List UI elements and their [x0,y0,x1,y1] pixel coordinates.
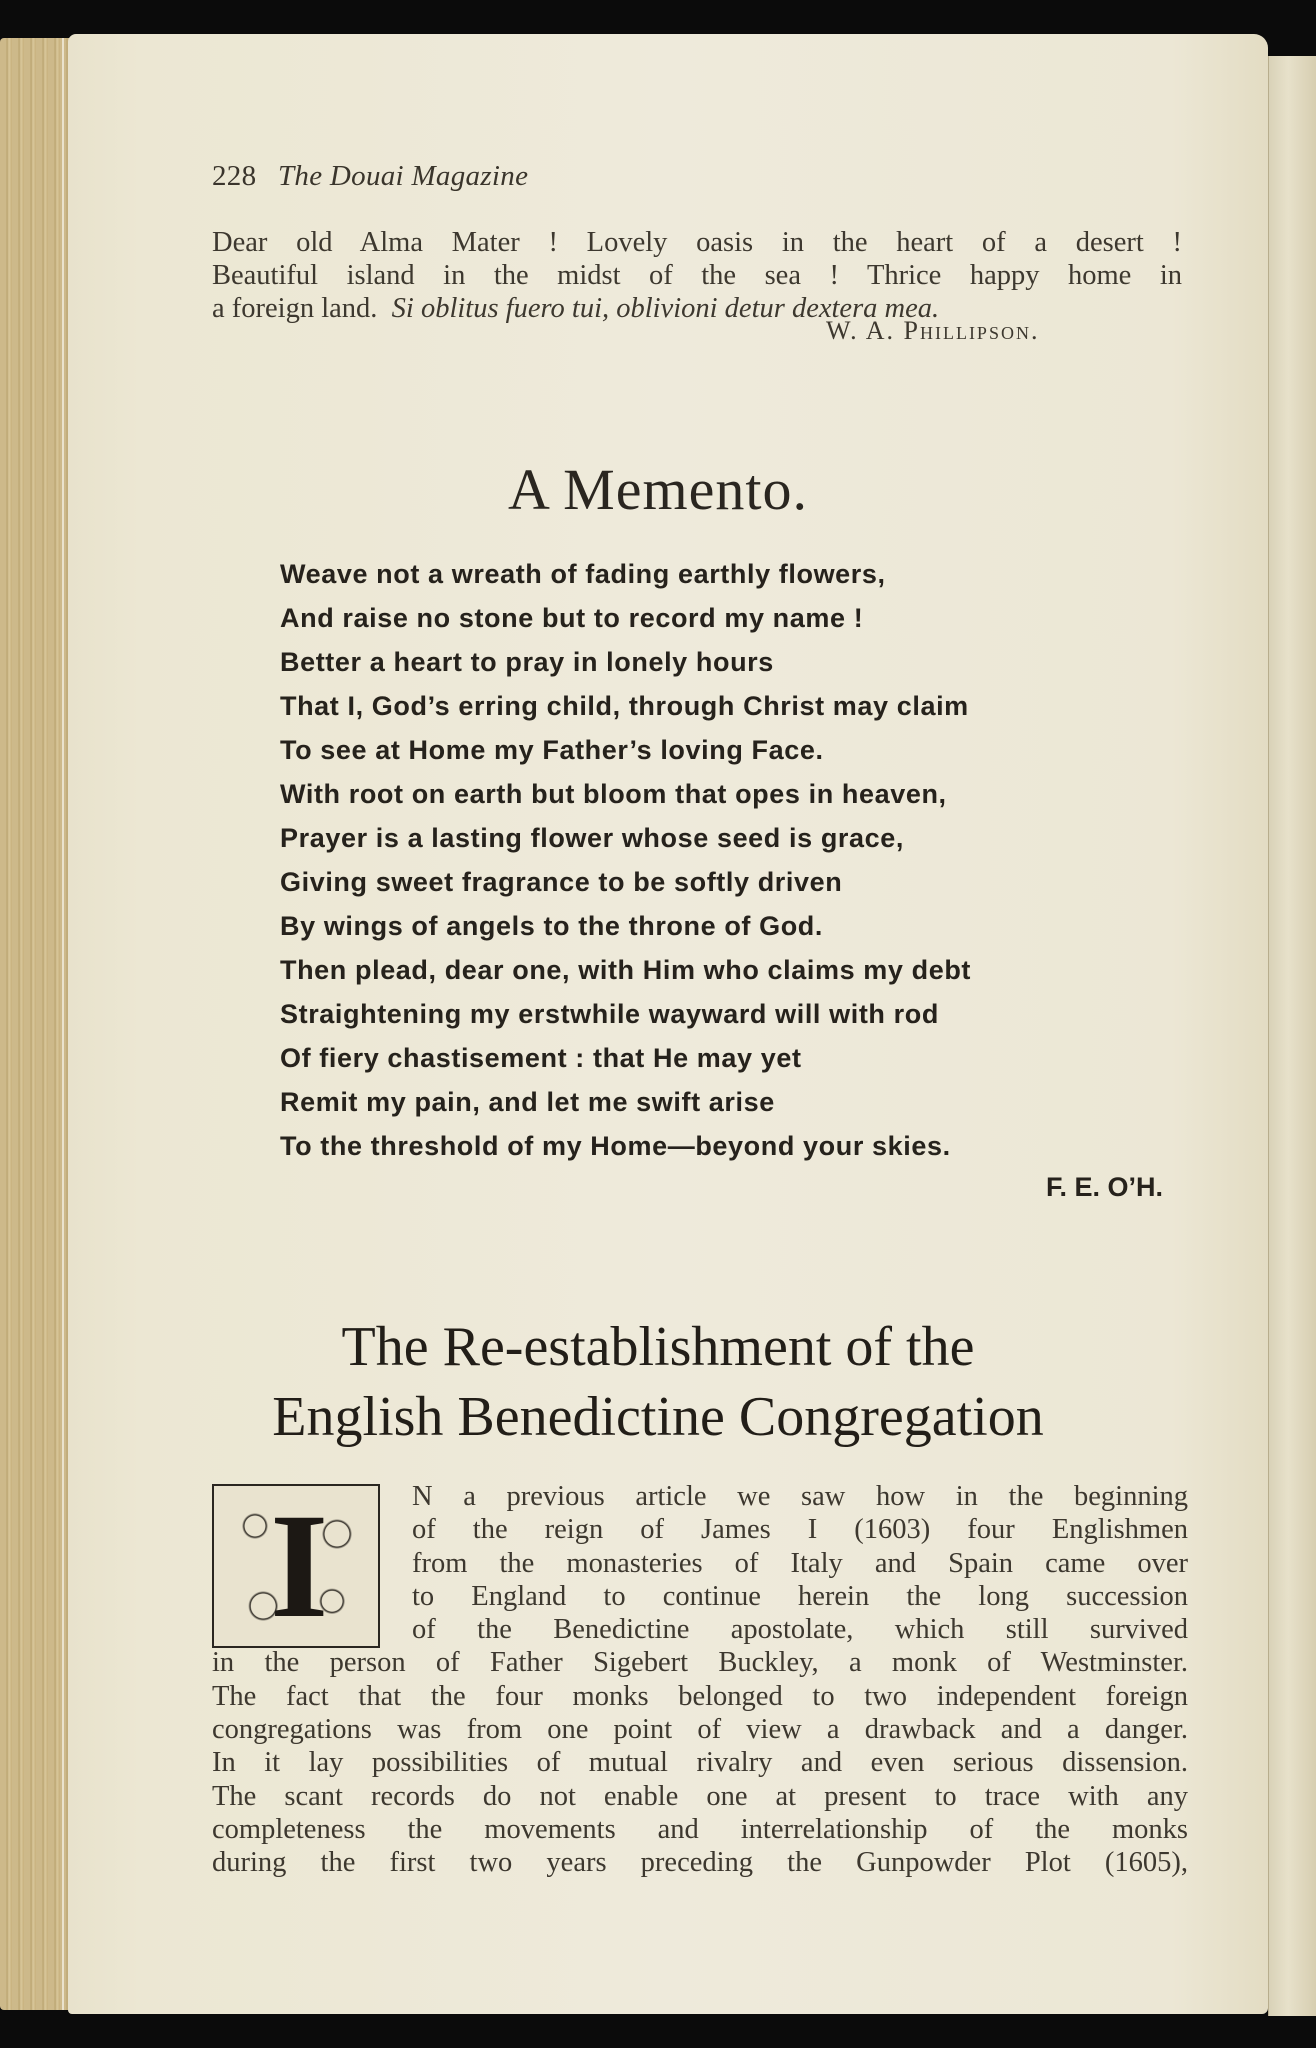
body-line: of the reign of James I (1603) four Englishmen [412,1514,1188,1546]
facing-page-edge [1268,56,1316,2016]
poem-line: With root on earth but bloom that opes in heaven, [280,779,947,809]
body-line: N a previous article we saw how in the beginning [412,1481,1188,1512]
body-line: completeness the movements and interrelationship of the monks [212,1813,1188,1845]
running-head [212,160,528,193]
poem-line: To see at Home my Father’s loving Face. [280,735,824,765]
intro-prose [212,226,1182,325]
dropcap-letter: I [270,1483,329,1649]
prose-text: a foreign land. [212,293,392,324]
poem-title: A Memento. [508,457,808,522]
poem-line: Weave not a wreath of fading earthly flowers, [280,559,886,589]
poem-line: Giving sweet fragrance to be softly driven [280,867,843,897]
article-title [0,1312,1316,1452]
body-line: in the person of Father Sigebert Buckley, a monk of Westminster. [212,1647,1188,1679]
poem-line: And raise no stone but to record my name ! [280,603,864,633]
poem-line: Of fiery chastisement : that He may yet [280,1043,802,1073]
prose-line: Beautiful island in the midst of the sea ! Thrice happy home in [212,260,1182,291]
body-line: congregations was from one point of view a drawback and a danger. [212,1714,1188,1746]
body-line: The fact that the four monks belonged to two independent foreign [212,1680,1188,1712]
body-line: from the monasteries of Italy and Spain came over [412,1547,1188,1579]
magazine-title: The Douai Magazine [277,160,529,192]
poem-line: Remit my pain, and let me swift arise [280,1087,775,1117]
prose-line: Dear old Alma Mater ! Lovely oasis in the heart of a desert ! [212,227,1182,258]
article-title-line: The Re-establishment of the [341,1316,975,1378]
body-line: of the Benedictine apostolate, which still survived [412,1614,1188,1646]
body-line: The scant records do not enable one at present to trace with any [212,1780,1188,1812]
poem-line: Better a heart to pray in lonely hours [280,647,774,677]
poem-body [280,552,1160,1168]
poem-line: That I, God’s erring child, through Christ may claim [280,691,969,721]
poem-signature: F. E. O’H. [1046,1172,1164,1202]
poem-line: By wings of angels to the throne of God. [280,911,823,941]
page-number: 228 [212,160,257,192]
body-line: to England to continue herein the long succession [412,1580,1188,1612]
poem-line: Prayer is a lasting flower whose seed is grace, [280,823,904,853]
author-signature: W. A. Phillipson. [826,316,1040,345]
article-body [212,1480,1188,1880]
body-line: during the first two years preceding the Gunpowder Plot (1605), [212,1847,1188,1879]
poem-line: Then plead, dear one, with Him who claims my debt [280,955,972,985]
article-title-line: English Benedictine Congregation [272,1386,1044,1448]
poem-line: Straightening my erstwhile wayward will with rod [280,999,939,1029]
latin-quote: Si oblitus fuero tui, oblivioni detur dextera mea. [391,293,940,324]
book-page-edges [0,38,70,2010]
poem-line: To the threshold of my Home—beyond your skies. [280,1131,951,1161]
body-line: In it lay possibilities of mutual rivalry and even serious dissension. [212,1747,1188,1779]
